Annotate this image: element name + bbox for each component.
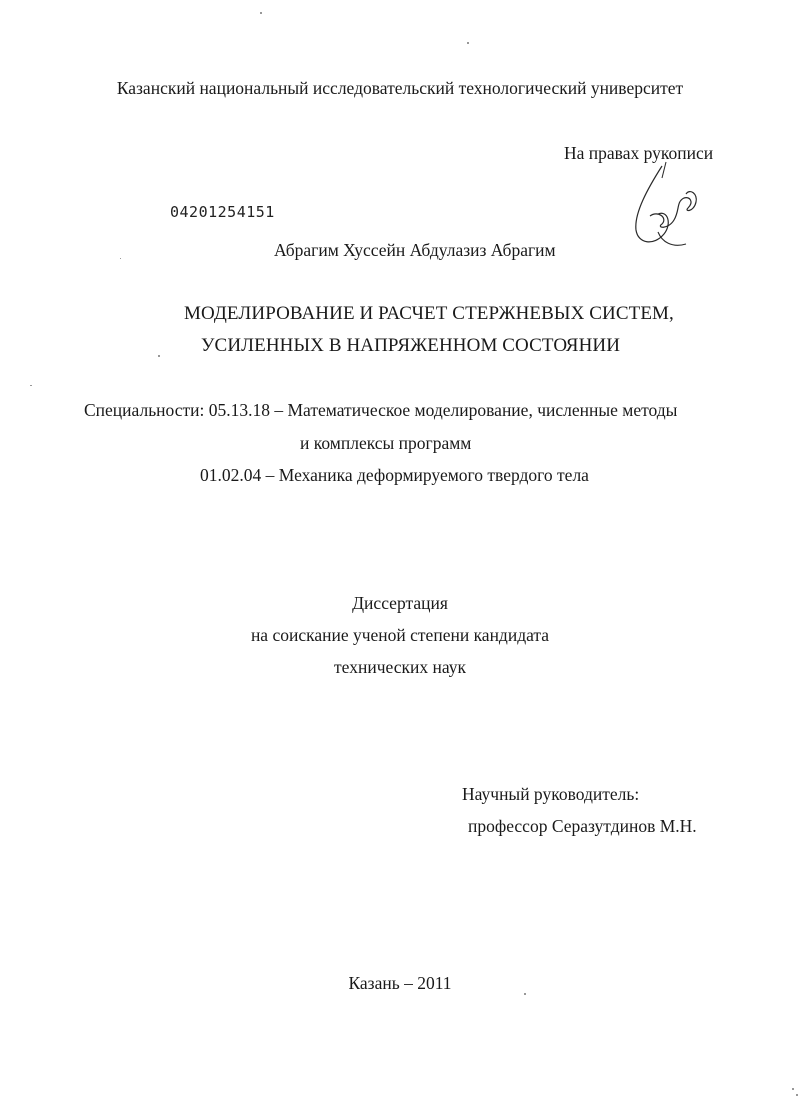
specialties-line-2: и комплексы программ [300, 433, 472, 453]
author-name: Абрагим Хуссейн Абдулазиз Абрагим [274, 240, 556, 260]
handwritten-signature [628, 158, 708, 253]
scan-speck [796, 1094, 798, 1096]
degree-line-3: технических наук [334, 657, 466, 677]
university-name: Казанский национальный исследовательский технологический университет [116, 78, 684, 98]
scan-speck [30, 385, 32, 386]
scan-speck [792, 1088, 794, 1090]
scan-speck [467, 42, 469, 44]
thesis-title-line-1: МОДЕЛИРОВАНИЕ И РАСЧЕТ СТЕРЖНЕВЫХ СИСТЕМ, [184, 303, 674, 324]
archive-number: 04201254151 [170, 203, 275, 221]
thesis-title-line-2: УСИЛЕННЫХ В НАПРЯЖЕННОМ СОСТОЯНИИ [201, 335, 621, 356]
specialties-line-3: 01.02.04 – Механика деформируемого твердого тела [200, 465, 589, 485]
scan-speck [524, 993, 526, 995]
manuscript-note: На правах рукописи [564, 143, 714, 163]
supervisor-name: профессор Серазутдинов М.Н. [468, 816, 697, 836]
place-and-year: Казань – 2011 [348, 973, 452, 993]
scan-speck [260, 12, 262, 14]
scan-speck [158, 355, 160, 357]
supervisor-label: Научный руководитель: [462, 784, 640, 804]
degree-line-1: Диссертация [352, 593, 448, 613]
degree-line-2: на соискание ученой степени кандидата [250, 625, 550, 645]
specialties-line-1: Специальности: 05.13.18 – Математическое моделирование, численные методы [84, 400, 678, 420]
scan-speck [120, 258, 121, 259]
